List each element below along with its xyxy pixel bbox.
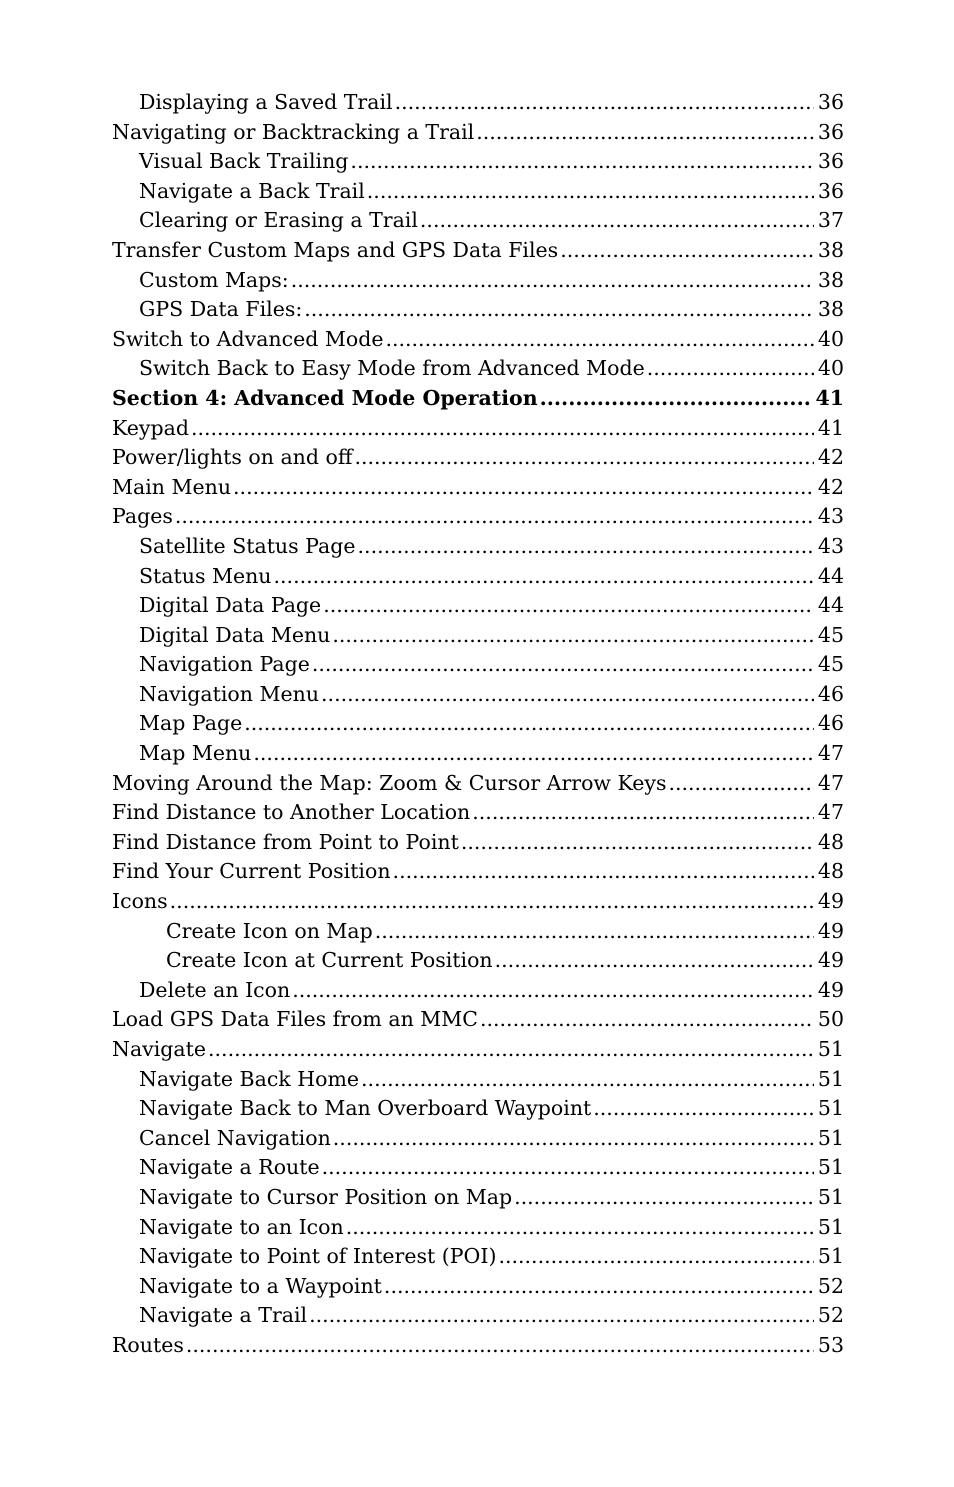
toc-entry-page-number: 47	[817, 741, 844, 766]
toc-entry-page-number: 37	[817, 208, 844, 233]
toc-entry[interactable]	[112, 206, 844, 236]
toc-dot-leader	[472, 798, 814, 828]
toc-entry-page-number: 51	[817, 1066, 844, 1091]
toc-entry-title: Create Icon at Current Position	[166, 948, 493, 973]
toc-entry-title: Navigating or Backtracking a Trail	[112, 119, 475, 144]
toc-entry[interactable]	[112, 650, 844, 680]
toc-entry[interactable]	[112, 798, 844, 828]
toc-dot-leader	[175, 502, 814, 532]
toc-dot-leader	[170, 887, 814, 917]
toc-entry-title: Power/lights on and off	[112, 445, 353, 470]
toc-entry[interactable]	[112, 1272, 844, 1302]
toc-entry-page-number: 38	[817, 297, 844, 322]
toc-entry-page-number: 43	[817, 504, 844, 529]
toc-dot-leader	[476, 118, 814, 148]
toc-dot-leader	[375, 917, 814, 947]
toc-dot-leader	[668, 769, 813, 799]
toc-entry-page-number: 51	[817, 1244, 844, 1269]
toc-dot-leader	[244, 709, 814, 739]
toc-entry-page-number: 48	[817, 859, 844, 884]
toc-entry[interactable]	[112, 236, 844, 266]
toc-entry-title: Navigate Back to Man Overboard Waypoint	[139, 1096, 592, 1121]
toc-entry-title: Map Page	[139, 711, 243, 736]
toc-entry-page-number: 51	[817, 1125, 844, 1150]
toc-entry-page-number: 46	[817, 711, 844, 736]
toc-entry-title: Navigate a Back Trail	[139, 178, 365, 203]
toc-dot-leader	[312, 650, 814, 680]
toc-dot-leader	[385, 325, 813, 355]
toc-entry[interactable]	[112, 443, 844, 473]
toc-entry[interactable]	[112, 621, 844, 651]
toc-entry[interactable]	[112, 1065, 844, 1095]
toc-entry-page-number: 49	[817, 889, 844, 914]
toc-entry-page-number: 40	[817, 326, 844, 351]
toc-dot-leader	[191, 414, 814, 444]
toc-entry-page-number: 41	[817, 415, 844, 440]
toc-entry[interactable]	[112, 266, 844, 296]
toc-entry[interactable]	[112, 1035, 844, 1065]
toc-entry-title: Navigate a Route	[139, 1155, 320, 1180]
toc-entry[interactable]	[112, 857, 844, 887]
toc-entry-title: Satellite Status Page	[139, 533, 356, 558]
toc-dot-leader	[309, 1301, 814, 1331]
toc-entry-page-number: 36	[817, 178, 844, 203]
toc-entry-page-number: 47	[817, 800, 844, 825]
toc-entry-title: Custom Maps:	[139, 267, 289, 292]
toc-entry-page-number: 52	[817, 1273, 844, 1298]
toc-dot-leader	[358, 532, 814, 562]
toc-dot-leader	[322, 1153, 814, 1183]
toc-entry[interactable]	[112, 118, 844, 148]
toc-entry[interactable]	[112, 562, 844, 592]
toc-entry[interactable]	[112, 946, 844, 976]
toc-dot-leader	[498, 1242, 813, 1272]
toc-entry-title: Navigate to an Icon	[139, 1214, 344, 1239]
toc-entry-title: Keypad	[112, 415, 189, 440]
toc-entry-page-number: 48	[817, 829, 844, 854]
toc-entry[interactable]	[112, 147, 844, 177]
toc-entry-title: Switch Back to Easy Mode from Advanced Mode	[139, 356, 645, 381]
toc-entry-title: Pages	[112, 504, 173, 529]
toc-entry-page-number: 36	[817, 90, 844, 114]
toc-entry[interactable]	[112, 591, 844, 621]
toc-dot-leader	[514, 1183, 814, 1213]
toc-entry[interactable]	[112, 709, 844, 739]
toc-entry-title: Switch to Advanced Mode	[112, 326, 384, 351]
toc-entry-title: Navigate Back Home	[139, 1066, 360, 1091]
toc-entry-title: GPS Data Files:	[139, 297, 303, 322]
toc-entry[interactable]	[112, 1124, 844, 1154]
toc-dot-leader	[480, 1005, 814, 1035]
toc-dot-leader	[233, 473, 814, 503]
toc-dot-leader	[647, 354, 814, 384]
toc-entry-title: Navigate to a Waypoint	[139, 1273, 382, 1298]
toc-entry-page-number: 38	[817, 267, 844, 292]
toc-entry[interactable]	[112, 414, 844, 444]
toc-dot-leader	[292, 976, 814, 1006]
toc-entry-page-number: 42	[817, 445, 844, 470]
toc-entry[interactable]	[112, 295, 844, 325]
toc-entry-title: Transfer Custom Maps and GPS Data Files	[112, 237, 559, 262]
toc-entry[interactable]	[112, 354, 844, 384]
toc-entry-title: Find Distance to Another Location	[112, 800, 471, 825]
toc-dot-leader	[253, 739, 814, 769]
toc-entry-page-number: 36	[817, 149, 844, 174]
toc-dot-leader	[208, 1035, 814, 1065]
toc-entry[interactable]	[112, 1242, 844, 1272]
toc-dot-leader	[186, 1331, 814, 1361]
toc-entry-title: Digital Data Page	[139, 593, 322, 618]
toc-entry[interactable]	[112, 502, 844, 532]
toc-entry-page-number: 36	[817, 119, 844, 144]
toc-entry[interactable]	[112, 325, 844, 355]
toc-entry-title: Section 4: Advanced Mode Operation	[112, 385, 538, 410]
toc-entry-title: Digital Data Menu	[139, 622, 331, 647]
toc-dot-leader	[540, 384, 812, 414]
toc-dot-leader	[593, 1094, 814, 1124]
toc-entry[interactable]	[112, 739, 844, 769]
toc-entry-page-number: 40	[817, 356, 844, 381]
toc-entry-title: Moving Around the Map: Zoom & Cursor Arrow Keys	[112, 770, 667, 795]
toc-entry-title: Displaying a Saved Trail	[139, 90, 393, 114]
toc-dot-leader	[420, 206, 814, 236]
toc-dot-leader	[495, 946, 814, 976]
toc-entry-page-number: 49	[817, 918, 844, 943]
toc-entry[interactable]	[112, 1005, 844, 1035]
toc-entry-title: Delete an Icon	[139, 977, 291, 1002]
toc-dot-leader	[560, 236, 814, 266]
toc-entry-title: Load GPS Data Files from an MMC	[112, 1007, 478, 1032]
toc-entry[interactable]	[112, 976, 844, 1006]
toc-dot-leader	[291, 266, 814, 296]
toc-entry-page-number: 45	[817, 652, 844, 677]
toc-entry[interactable]	[112, 473, 844, 503]
toc-entry[interactable]	[112, 680, 844, 710]
toc-entry-title: Navigate to Cursor Position on Map	[139, 1184, 513, 1209]
toc-entry[interactable]	[112, 1094, 844, 1124]
toc-entry-page-number: 46	[817, 681, 844, 706]
toc-entry-page-number: 51	[817, 1214, 844, 1239]
toc-entry-title: Cancel Navigation	[139, 1125, 331, 1150]
toc-dot-leader	[354, 443, 813, 473]
toc-entry-page-number: 49	[817, 977, 844, 1002]
toc-entry-page-number: 51	[817, 1155, 844, 1180]
toc-dot-leader	[393, 857, 814, 887]
toc-entry-page-number: 42	[817, 474, 844, 499]
toc-entry-page-number: 47	[817, 770, 844, 795]
toc-entry-title: Navigate to Point of Interest (POI)	[139, 1244, 497, 1269]
toc-entry[interactable]	[112, 1153, 844, 1183]
toc-entry[interactable]	[112, 88, 844, 118]
toc-dot-leader	[332, 621, 814, 651]
toc-dot-leader	[384, 1272, 814, 1302]
toc-entry-title: Navigation Menu	[139, 681, 320, 706]
toc-entry-page-number: 38	[817, 237, 844, 262]
toc-entry-page-number: 45	[817, 622, 844, 647]
toc-entry-page-number: 53	[817, 1332, 844, 1357]
toc-entry-title: Find Distance from Point to Point	[112, 829, 459, 854]
toc-entry-page-number: 49	[817, 948, 844, 973]
toc-entry-title: Icons	[112, 889, 168, 914]
toc-entry-title: Find Your Current Position	[112, 859, 391, 884]
toc-dot-leader	[361, 1065, 814, 1095]
toc-dot-leader	[367, 177, 814, 207]
toc-entry[interactable]	[112, 828, 844, 858]
toc-dot-leader	[323, 591, 814, 621]
toc-entry[interactable]	[112, 177, 844, 207]
toc-entry-page-number: 52	[817, 1303, 844, 1328]
toc-entry[interactable]	[112, 1331, 844, 1361]
toc-entry[interactable]	[112, 1301, 844, 1331]
toc-entry[interactable]	[112, 1213, 844, 1243]
toc-dot-leader	[350, 147, 813, 177]
toc-entry-page-number: 51	[817, 1096, 844, 1121]
toc-entry[interactable]	[112, 1183, 844, 1213]
toc-entry-title: Status Menu	[139, 563, 272, 588]
toc-dot-leader	[274, 562, 814, 592]
toc-dot-leader	[321, 680, 814, 710]
toc-entry-page-number: 51	[817, 1184, 844, 1209]
toc-entry-page-number: 44	[817, 563, 844, 588]
toc-entry-title: Navigation Page	[139, 652, 310, 677]
toc-dot-leader	[333, 1124, 814, 1154]
table-of-contents	[112, 88, 844, 1361]
toc-dot-leader	[395, 88, 814, 118]
toc-entry-page-number: 43	[817, 533, 844, 558]
toc-entry-title: Visual Back Trailing	[139, 149, 349, 174]
toc-entry-page-number: 50	[817, 1007, 844, 1032]
toc-entry-title: Routes	[112, 1332, 184, 1357]
toc-entry[interactable]	[112, 384, 844, 414]
toc-entry-title: Map Menu	[139, 741, 252, 766]
toc-entry-title: Navigate a Trail	[139, 1303, 308, 1328]
toc-entry-title: Main Menu	[112, 474, 232, 499]
toc-entry-title: Create Icon on Map	[166, 918, 373, 943]
toc-entry-page-number: 51	[817, 1037, 844, 1061]
toc-entry[interactable]	[112, 769, 844, 799]
toc-entry-page-number: 41	[815, 385, 844, 410]
toc-entry[interactable]	[112, 532, 844, 562]
toc-dot-leader	[346, 1213, 814, 1243]
toc-entry-title: Navigate	[112, 1037, 207, 1061]
toc-entry[interactable]	[112, 887, 844, 917]
toc-entry-page-number: 44	[817, 593, 844, 618]
toc-entry[interactable]	[112, 917, 844, 947]
toc-dot-leader	[461, 828, 814, 858]
toc-entry-title: Clearing or Erasing a Trail	[139, 208, 418, 233]
toc-dot-leader	[304, 295, 814, 325]
